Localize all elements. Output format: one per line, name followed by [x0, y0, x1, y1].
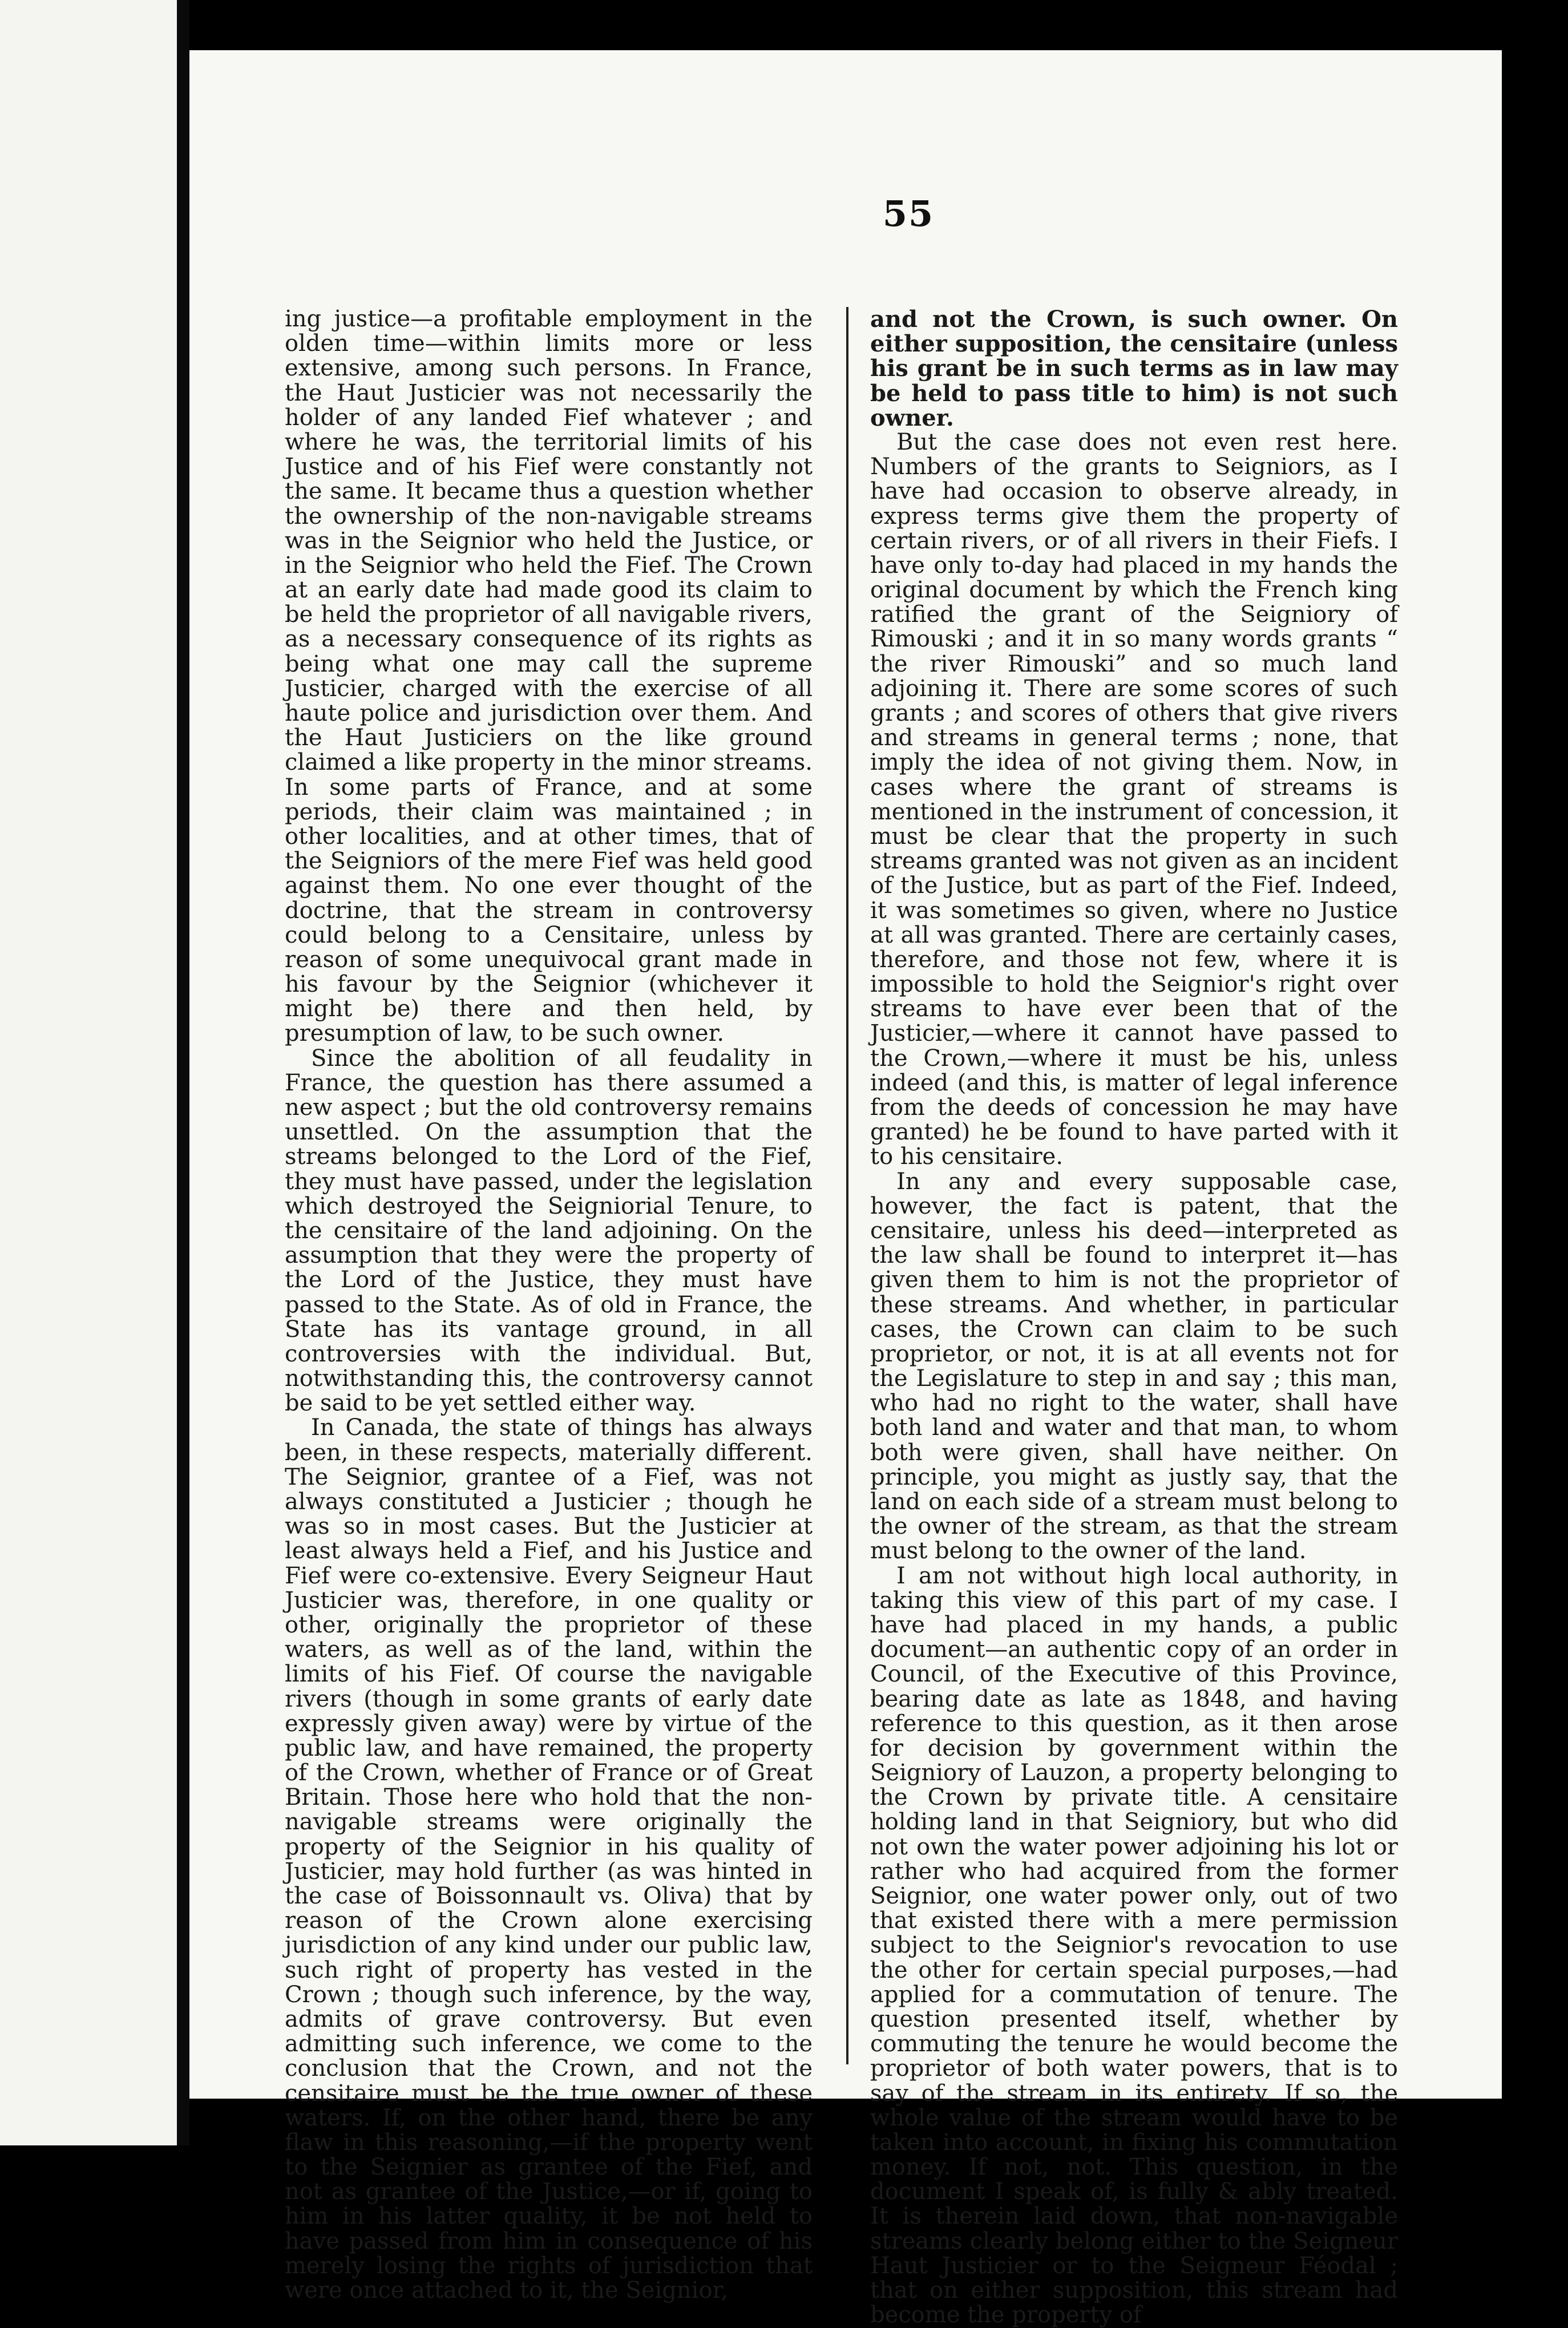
document-page [189, 50, 1502, 2328]
right-lead-paragraph: and not the Crown, is such owner. On either supposition, the censitaire (unless his grant be in such terms as in law may be held to pass title to him) is not such owner. [870, 306, 1398, 431]
left-paragraph-3: In Canada, the state of things has always been, in these respects, materially different. The Seignior, grantee of a Fief, was not always constituted a Justicier ; though he was so in most cases. But the Justicier at least always held a Fief, and his Justice and Fief were co-extensive. Every Seigneur Haut Justicier was, therefore, in one quality or other, originally the proprietor of these waters, as well as of the land, within the limits of his Fief. Of course the navigable rivers (though in some grants of early date expressly given away) were by virtue of the public law, and have remained, the property of the Crown, whether of France or of Great Britain. Those here who hold that the non-navigable streams were originally the property of the Seignior in his quality of Justicier, may hold further (as was hinted in the case of Boissonnault vs. Oliva) that by reason of the Crown alone exercising jurisdiction of any kind under our public law, such right of property has vested in the Crown ; though such inference, by the way, admits of grave controversy. But even admitting such inference, we come to the conclusion that the Crown, and not the censitaire must be the true owner of these waters. If, on the other hand, there be any flaw in this reasoning,—if the property went to the Seignier as grantee of the Fief, and not as grantee of the Justice,—or if, going to him in his latter quality, it be not held to have passed from him in consequence of his merely losing the rights of jurisdiction that were once attached to it, the Seignior, [285, 1414, 813, 2303]
column-divider [846, 307, 848, 2064]
left-paragraph-1: ing justice—a profitable employment in the olden time—within limits more or less extensive, among such persons. In France, the Haut Justicier was not necessarily the holder of any landed Fief whatever ; and where he was, the territorial limits of his Justice and of his Fief were constantly not the same. It became thus a question whether the ownership of the non-navigable streams was in the Seignior who held the Justice, or in the Seignior who held the Fief. The Crown at an early date had made good its claim to be held the proprietor of all navigable rivers, as a necessary consequence of its rights as being what one may call the supreme Justicier, charged with the exercise of all haute police and jurisdiction over them. And the Haut Justiciers on the like ground claimed a like property in the minor streams. In some parts of France, and at some periods, their claim was maintained ; in other localities, and at other times, that of the Seigniors of the mere Fief was held good against them. No one ever thought of the doctrine, that the stream in controversy could belong to a Censitaire, unless by reason of some unequivocal grant made in his favour by the Seignior (whichever it might be) there and then held, by presumption of law, to be such owner. [285, 306, 813, 1047]
facing-page-edge [0, 0, 177, 2145]
right-paragraph-2: In any and every supposable case, however, the fact is patent, that the censitaire, unless his deed—interpreted as the law shall be found to interpret it—has given them to him is not the proprietor of these streams. And whether, in particular cases, the Crown can claim to be such proprietor, or not, it is at all events not for the Legislature to step in and say ; this man, who had no right to the water, shall have both land and water and that man, to whom both were given, shall have neither. On principle, you might as justly say, that the land on each side of a stream must belong to the owner of the stream, as that the stream must belong to the owner of the land. [870, 1168, 1398, 1565]
left-paragraph-2: Since the abolition of all feudality in France, the question has there assumed a new aspect ; but the old controversy remains unsettled. On the assumption that the streams belonged to the Lord of the Fief, they must have passed, under the legislation which destroyed the Seigniorial Tenure, to the censitaire of the land adjoining. On the assumption that they were the property of the Lord of the Justice, they must have passed to the State. As of old in France, the State has its vantage ground, in all controversies with the individual. But, notwithstanding this, the controversy cannot be said to be yet settled either way. [285, 1045, 813, 1417]
left-column [285, 306, 813, 2303]
book-gutter [177, 0, 189, 2145]
right-paragraph-3: I am not without high local authority, in taking this view of this part of my case. I have had placed in my hands, a public document—an authentic copy of an order in Council, of the Executive of this Province, bearing date as late as 1848, and having reference to this question, as it then arose for decision by government within the Seigniory of Lauzon, a property belonging to the Crown by private title. A censitaire holding land in that Seigniory, but who did not own the water power adjoining his lot or rather who had acquired from the former Seignior, one water power only, out of two that existed there with a mere permission subject to the Seignior's revocation to use the other for certain special purposes,—had applied for a commutation of tenure. The question presented itself, whether by commuting the tenure he would become the proprietor of both water powers, that is to say of the stream in its entirety. If so, the whole value of the stream would have to be taken into account, in fixing his commutation money. If not, not. This question, in the document I speak of, is fully & ably treated. It is therein laid down, that non-navigable streams clearly belong either to the Seigneur Haut Justicier or to the Seigneur Féodal ; that on either supposition, this stream had become the property of [870, 1562, 1398, 2328]
right-column [870, 306, 1398, 2328]
scan-border [1502, 0, 1568, 2145]
right-paragraph-1: But the case does not even rest here. Numbers of the grants to Seigniors, as I have had occasion to observe already, in express terms give them the property of certain rivers, or of all rivers in their Fiefs. I have only to-day had placed in my hands the original document by which the French king ratified the grant of the Seigniory of Rimouski ; and it in so many words grants “ the river Rimouski” and so much land adjoining it. There are some scores of such grants ; and scores of others that give rivers and streams in general terms ; none, that imply the idea of not giving them. Now, in cases where the grant of streams is mentioned in the instrument of concession, it must be clear that the property in such streams granted was not given as an incident of the Justice, but as part of the Fief. Indeed, it was sometimes so given, where no Justice at all was granted. There are certainly cases, therefore, and those not few, where it is impossible to hold the Seignior's right over streams to have ever been that of the Justicier,—where it cannot have passed to the Crown,—where it must be his, unless indeed (and this, is matter of legal inference from the deeds of concession he may have granted) he be found to have parted with it to his censitaire. [870, 429, 1398, 1170]
page-number: 55 [882, 193, 935, 235]
